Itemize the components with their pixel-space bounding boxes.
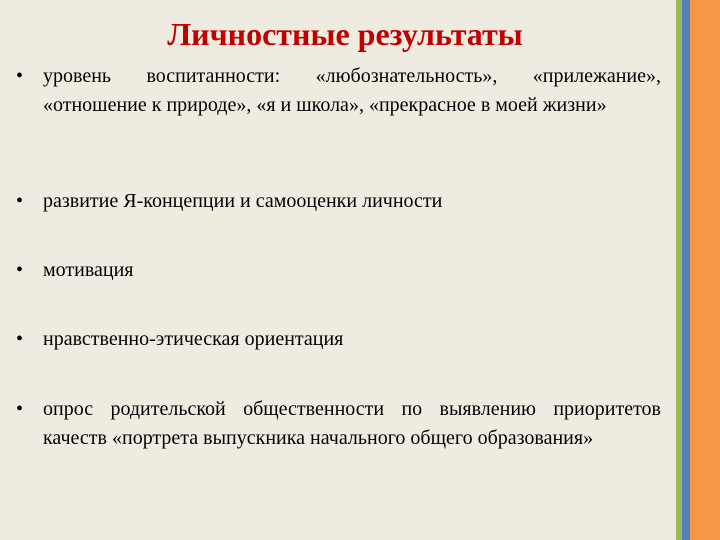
bullet-item	[16, 256, 661, 285]
bullet-dot-icon: •	[16, 328, 24, 350]
bullet-item	[16, 62, 661, 120]
bullet-text: уровень воспитанности: «любознательность», «прилежание», «отношение к природе», «я и школа», «прекрасное в моей жизни»	[43, 65, 661, 116]
bullet-item	[16, 325, 661, 354]
bullet-text: нравственно-этическая ориентация	[43, 328, 344, 350]
bullet-item	[16, 395, 661, 453]
blue-stripe	[682, 0, 690, 540]
bullet-text: развитие Я-концепции и самооценки личности	[43, 190, 443, 212]
bullet-text: опрос родительской общественности по выявлению приоритетов качеств «портрета выпускника начального общего образования»	[43, 398, 661, 449]
bullet-dot-icon: •	[16, 65, 24, 87]
orange-stripe	[690, 0, 720, 540]
bullet-dot-icon: •	[16, 398, 24, 420]
bullet-dot-icon: •	[16, 190, 24, 212]
bullet-text: мотивация	[43, 259, 134, 281]
bullet-dot-icon: •	[16, 259, 24, 281]
decorative-side-stripes	[676, 0, 720, 540]
slide-title: Личностные результаты	[167, 16, 523, 52]
bullet-item	[16, 187, 661, 216]
